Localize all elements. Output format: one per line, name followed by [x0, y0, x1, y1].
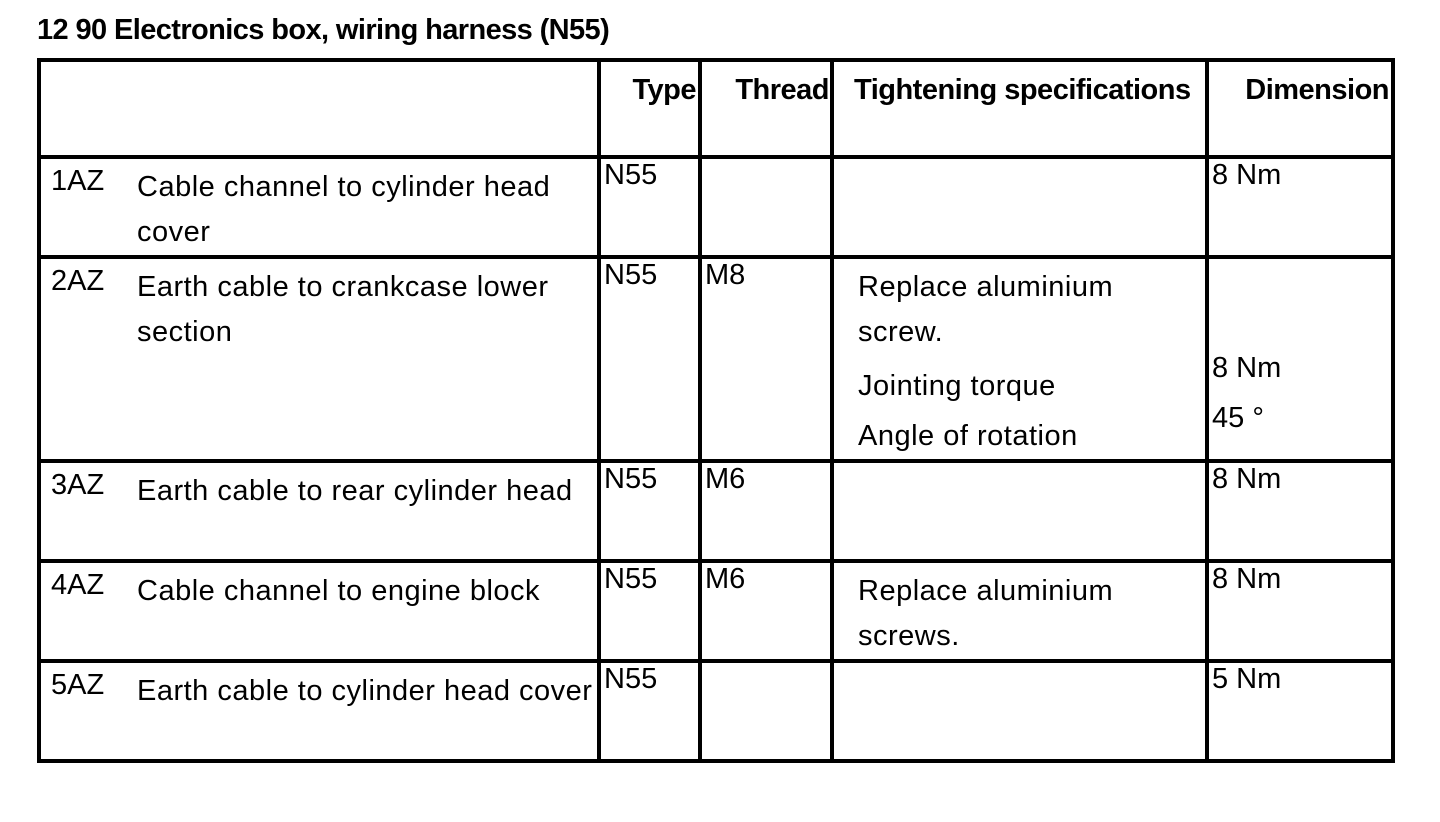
table-row [39, 561, 1393, 661]
item-description: Earth cable to crankcase lower section [137, 271, 549, 348]
spec-cell [832, 661, 1207, 761]
spec-note: Replace aluminium screws. [858, 575, 1114, 652]
item-id: 4AZ [51, 569, 105, 601]
table-header-row [39, 60, 1393, 157]
spec-cell [832, 461, 1207, 561]
type-value: N55 [604, 259, 658, 291]
spec-note: Replace aluminium screw. [858, 271, 1114, 348]
dimension-cell [1207, 157, 1393, 257]
thread-cell [700, 157, 832, 257]
dimension-cell [1207, 461, 1393, 561]
thread-cell [700, 661, 832, 761]
header-description [39, 60, 599, 157]
table-row [39, 257, 1393, 461]
thread-value: M6 [705, 563, 746, 595]
item-id: 3AZ [51, 469, 105, 501]
type-cell [599, 661, 700, 761]
type-value: N55 [604, 463, 658, 495]
spec-cell [832, 157, 1207, 257]
spec-jointing-torque-label: Jointing torque [858, 370, 1056, 402]
type-cell [599, 257, 700, 461]
thread-value: M6 [705, 463, 746, 495]
tightening-spec-table [37, 58, 1395, 763]
spec-angle-label: Angle of rotation [858, 420, 1078, 452]
header-thread: Thread [700, 60, 832, 157]
item-id: 2AZ [51, 265, 105, 297]
header-tightening-specifications: Tightening specifications [832, 60, 1207, 157]
table-row [39, 661, 1393, 761]
page-title: 12 90 Electronics box, wiring harness (N55) [37, 14, 610, 46]
dimension-cell [1207, 257, 1393, 461]
type-value: N55 [604, 159, 658, 191]
type-cell [599, 561, 700, 661]
dimension-value: 5 Nm [1212, 663, 1282, 695]
item-description: Earth cable to cylinder head cover [137, 675, 593, 707]
item-id: 1AZ [51, 165, 105, 197]
dimension-torque-value: 8 Nm [1212, 352, 1282, 384]
item-description: Cable channel to engine block [137, 575, 541, 607]
thread-cell [700, 561, 832, 661]
dimension-value: 8 Nm [1212, 159, 1282, 191]
dimension-value: 8 Nm [1212, 463, 1282, 495]
item-description: Earth cable to rear cylinder head [137, 475, 573, 507]
item-id: 5AZ [51, 669, 105, 701]
description-cell [39, 561, 599, 661]
type-cell [599, 461, 700, 561]
dimension-cell [1207, 661, 1393, 761]
type-cell [599, 157, 700, 257]
table-row [39, 157, 1393, 257]
description-cell [39, 257, 599, 461]
header-dimension: Dimension [1207, 60, 1393, 157]
thread-value: M8 [705, 259, 746, 291]
dimension-value: 8 Nm [1212, 563, 1282, 595]
dimension-angle-value: 45 ° [1212, 402, 1264, 434]
thread-cell [700, 461, 832, 561]
type-value: N55 [604, 563, 658, 595]
table-row [39, 461, 1393, 561]
description-cell [39, 157, 599, 257]
spec-cell [832, 257, 1207, 461]
item-description: Cable channel to cylinder head cover [137, 171, 551, 248]
header-type: Type [599, 60, 700, 157]
spec-cell [832, 561, 1207, 661]
thread-cell [700, 257, 832, 461]
description-cell [39, 461, 599, 561]
type-value: N55 [604, 663, 658, 695]
dimension-cell [1207, 561, 1393, 661]
description-cell [39, 661, 599, 761]
